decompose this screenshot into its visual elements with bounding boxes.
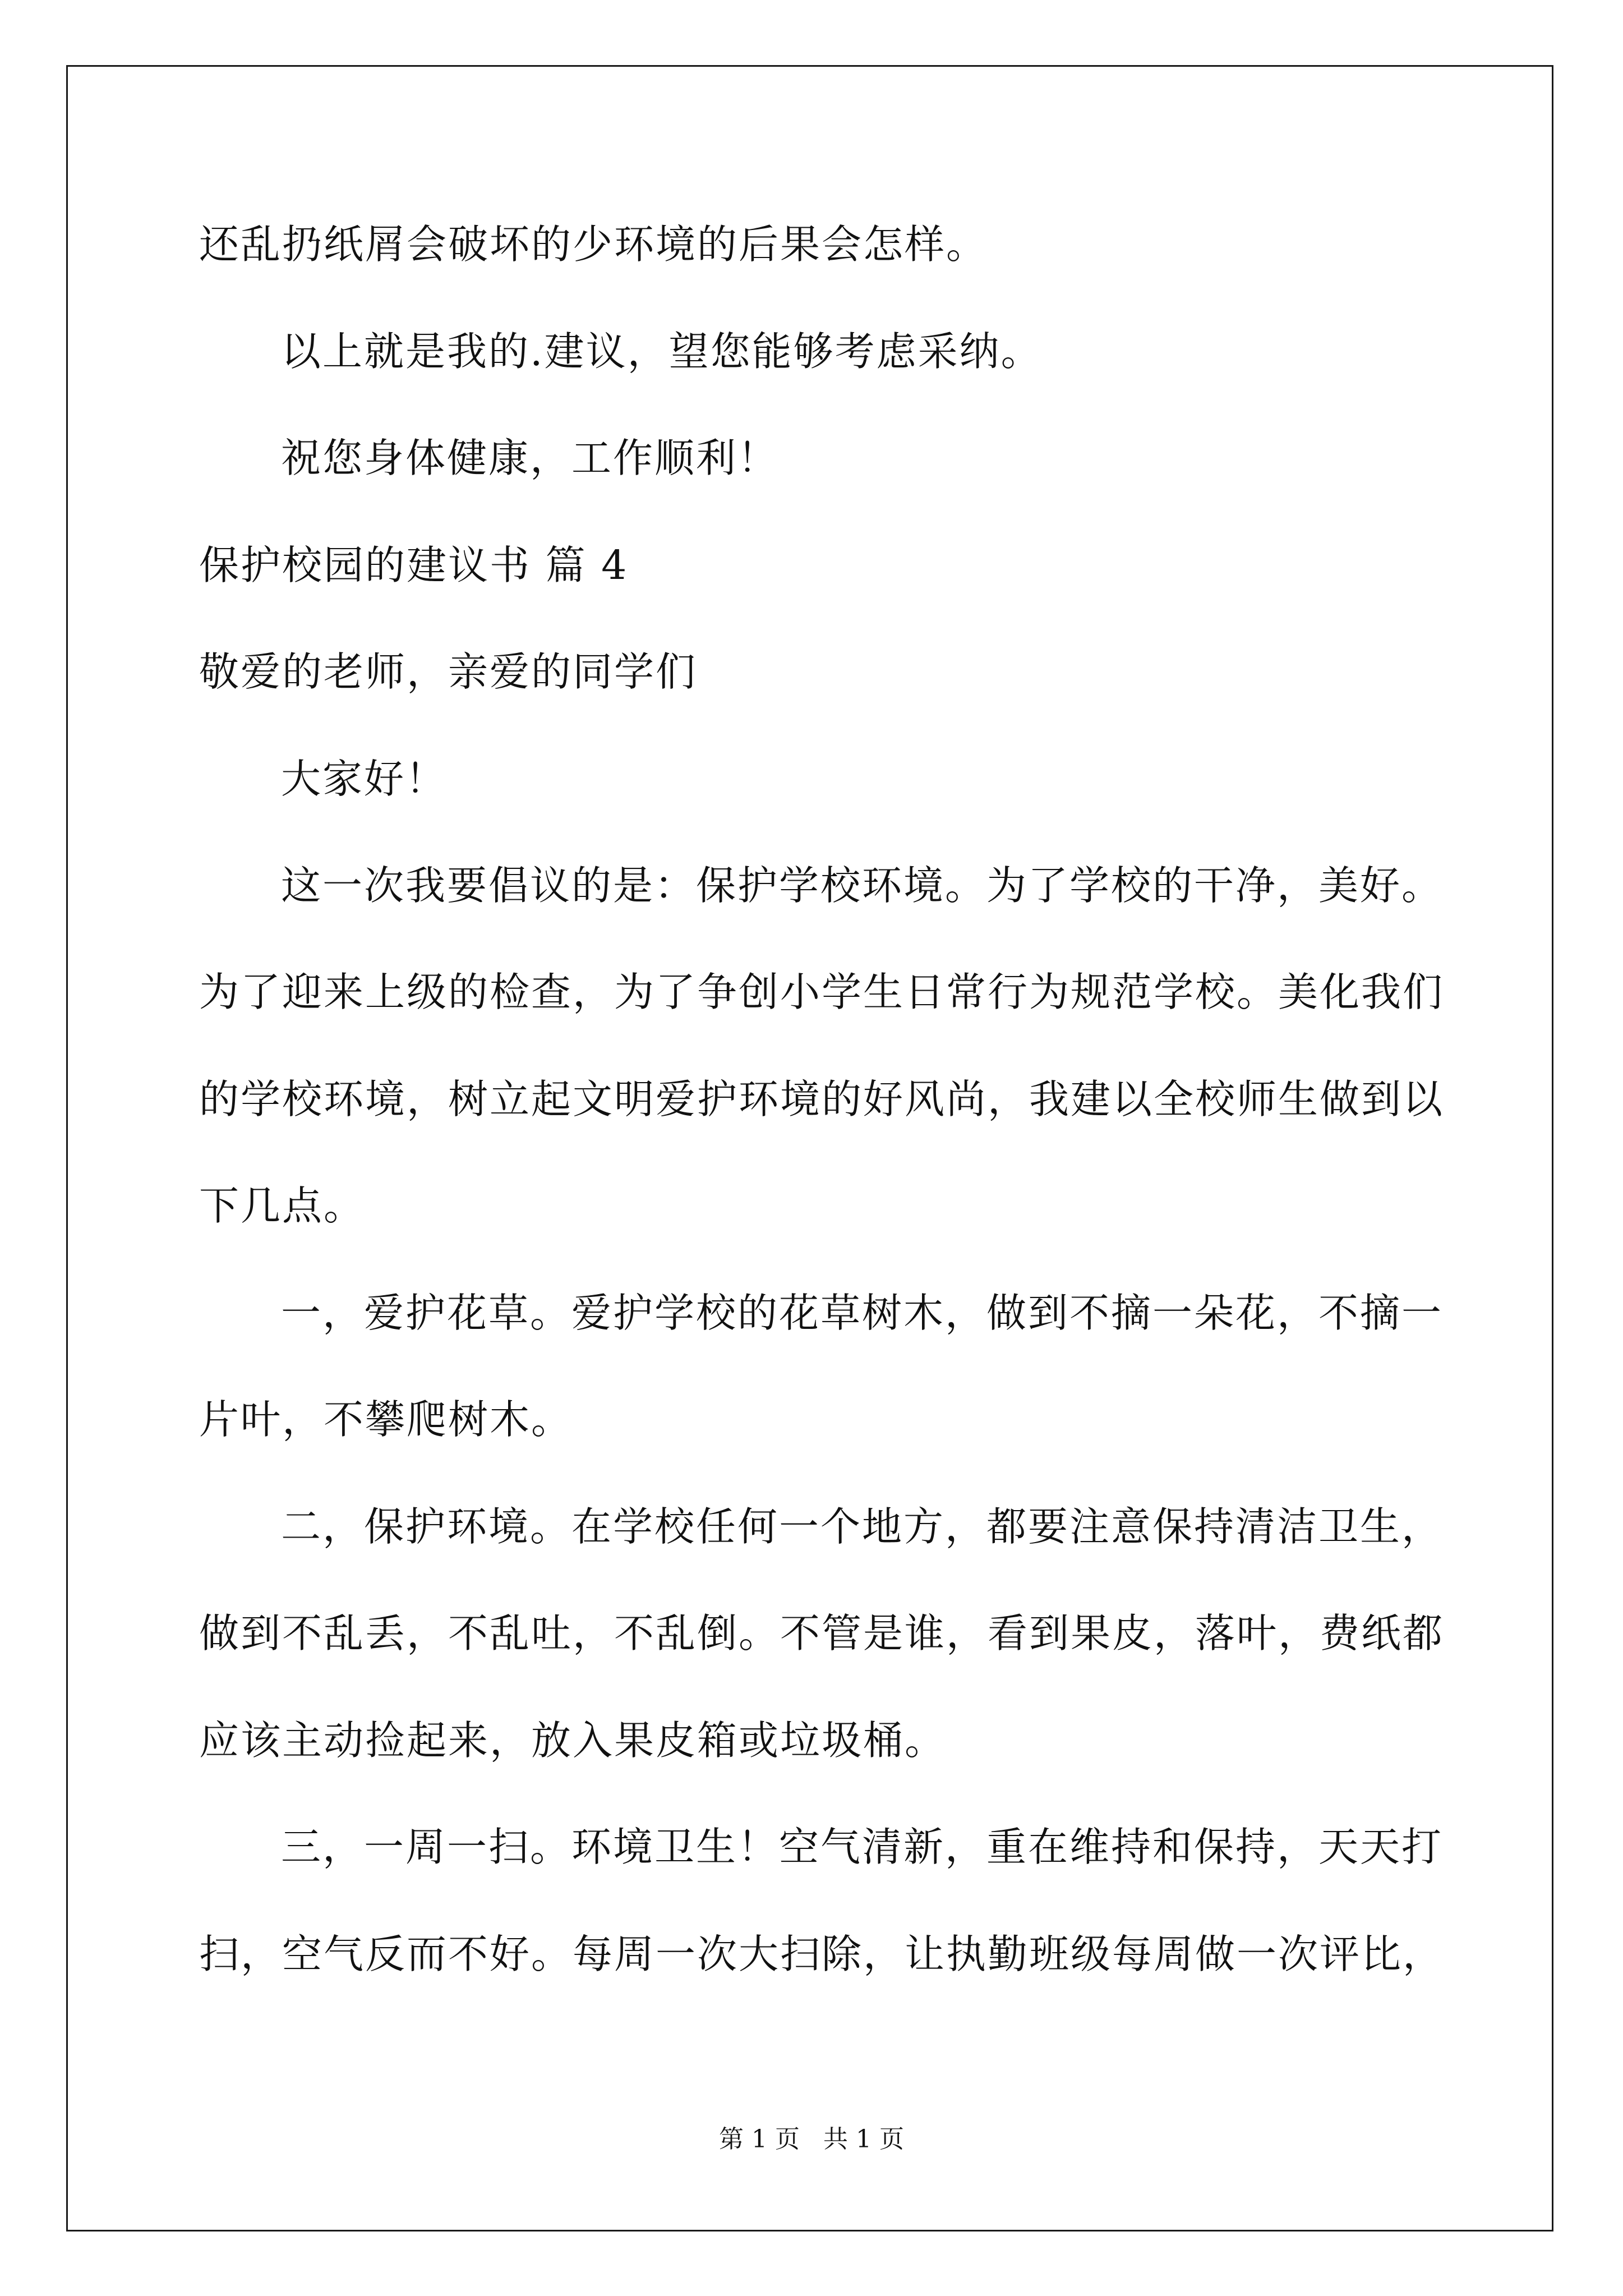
text-line: 片叶，不攀爬树木。	[199, 1396, 573, 1443]
text-line: 下几点。	[199, 1182, 366, 1229]
text-line: 还乱扔纸屑会破坏的少环境的后果会怎样。	[199, 221, 988, 268]
page-number: 第 1 页	[719, 2125, 800, 2154]
text-line: 二，保护环境。在学校任何一个地方，都要注意保持清洁卫生，	[281, 1503, 1444, 1550]
text-line: 扫，空气反而不好。每周一次大扫除，让执勤班级每周做一次评比，	[199, 1931, 1445, 1977]
section-heading: 保护校园的建议书 篇 4	[199, 542, 629, 588]
text-line: 以上就是我的.建议，望您能够考虑采纳。	[281, 328, 1043, 375]
text-line: 这一次我要倡议的是：保护学校环境。为了学校的干净，美好。	[281, 862, 1444, 909]
text-line: 一，爱护花草。爱护学校的花草树木，做到不摘一朵花，不摘一	[281, 1290, 1444, 1336]
text-line: 应该主动捡起来，放入果皮箱或垃圾桶。	[199, 1717, 947, 1764]
text-line: 做到不乱丢，不乱吐，不乱倒。不管是谁，看到果皮，落叶，费纸都	[199, 1610, 1445, 1657]
page-footer	[0, 2127, 1623, 2152]
text-line: 三，一周一扫。环境卫生！空气清新，重在维持和保持，天天打	[281, 1824, 1444, 1870]
text-line: 祝您身体健康，工作顺利！	[281, 435, 780, 481]
text-line: 大家好！	[281, 756, 448, 802]
page-total: 共 1 页	[823, 2125, 904, 2154]
text-line: 为了迎来上级的检查，为了争创小学生日常行为规范学校。美化我们	[199, 969, 1445, 1015]
text-line: 的学校环境，树立起文明爱护环境的好风尚，我建以全校师生做到以	[199, 1076, 1445, 1122]
page-frame	[66, 65, 1553, 2231]
salutation: 敬爱的老师，亲爱的同学们	[199, 648, 698, 695]
